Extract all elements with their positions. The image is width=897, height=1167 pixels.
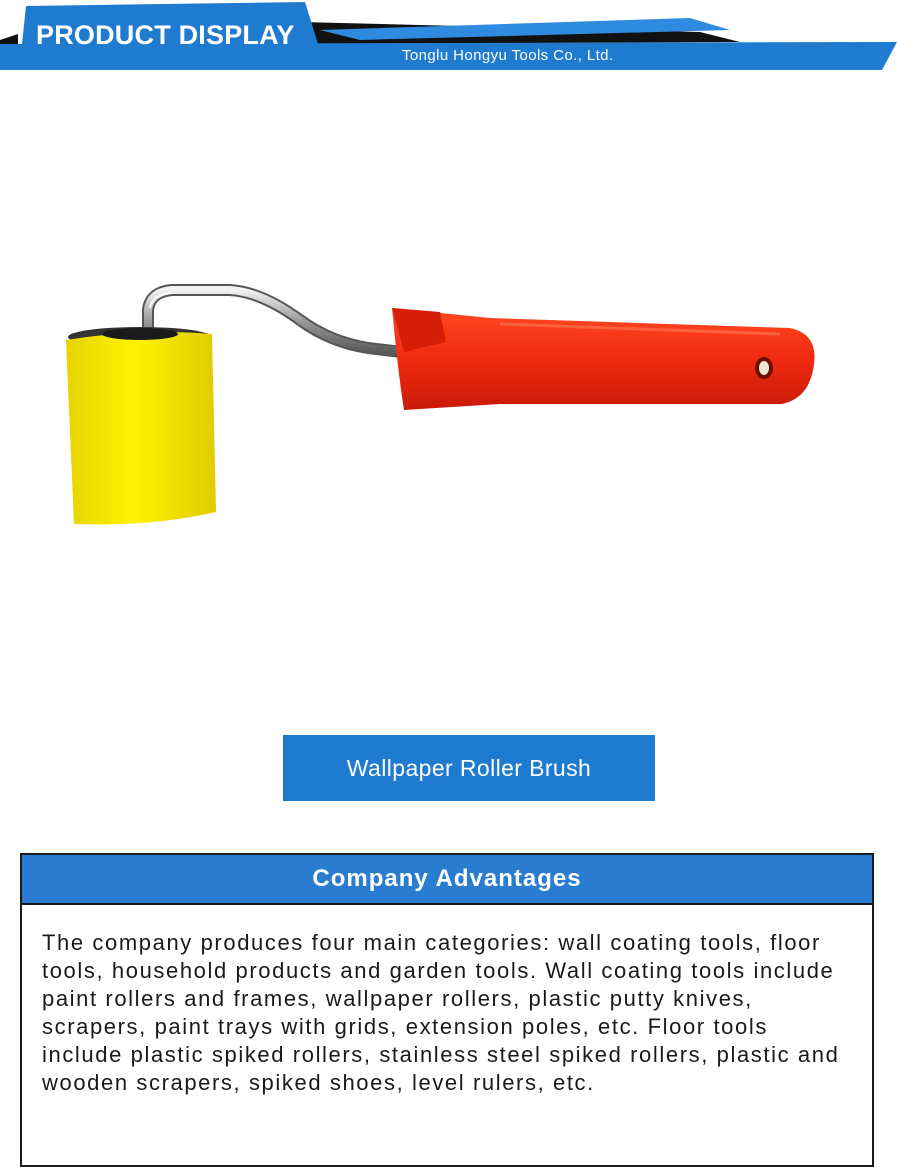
product-photo (0, 72, 897, 722)
roller-cover (66, 327, 216, 525)
advantages-text: The company produces four main categories: wall coating tools, floor tools, household products and garden tools. Wall coating tools include paint rollers and frames, wallpaper rollers, plastic putty knives, scrapers, paint trays with grids, extension poles, etc. Floor tools include plastic spiked rollers, stainless steel spiked rollers, plastic and wooden scrapers, spiked shoes, level rulers, etc. (42, 930, 840, 1095)
roller-handle (392, 308, 815, 410)
product-name-label: Wallpaper Roller Brush (283, 735, 655, 801)
company-advantages-panel (20, 853, 874, 1167)
page-title: PRODUCT DISPLAY (36, 20, 295, 50)
company-name: Tonglu Hongyu Tools Co., Ltd. (402, 47, 614, 64)
header-banner (0, 0, 897, 72)
advantages-title: Company Advantages (22, 855, 872, 905)
